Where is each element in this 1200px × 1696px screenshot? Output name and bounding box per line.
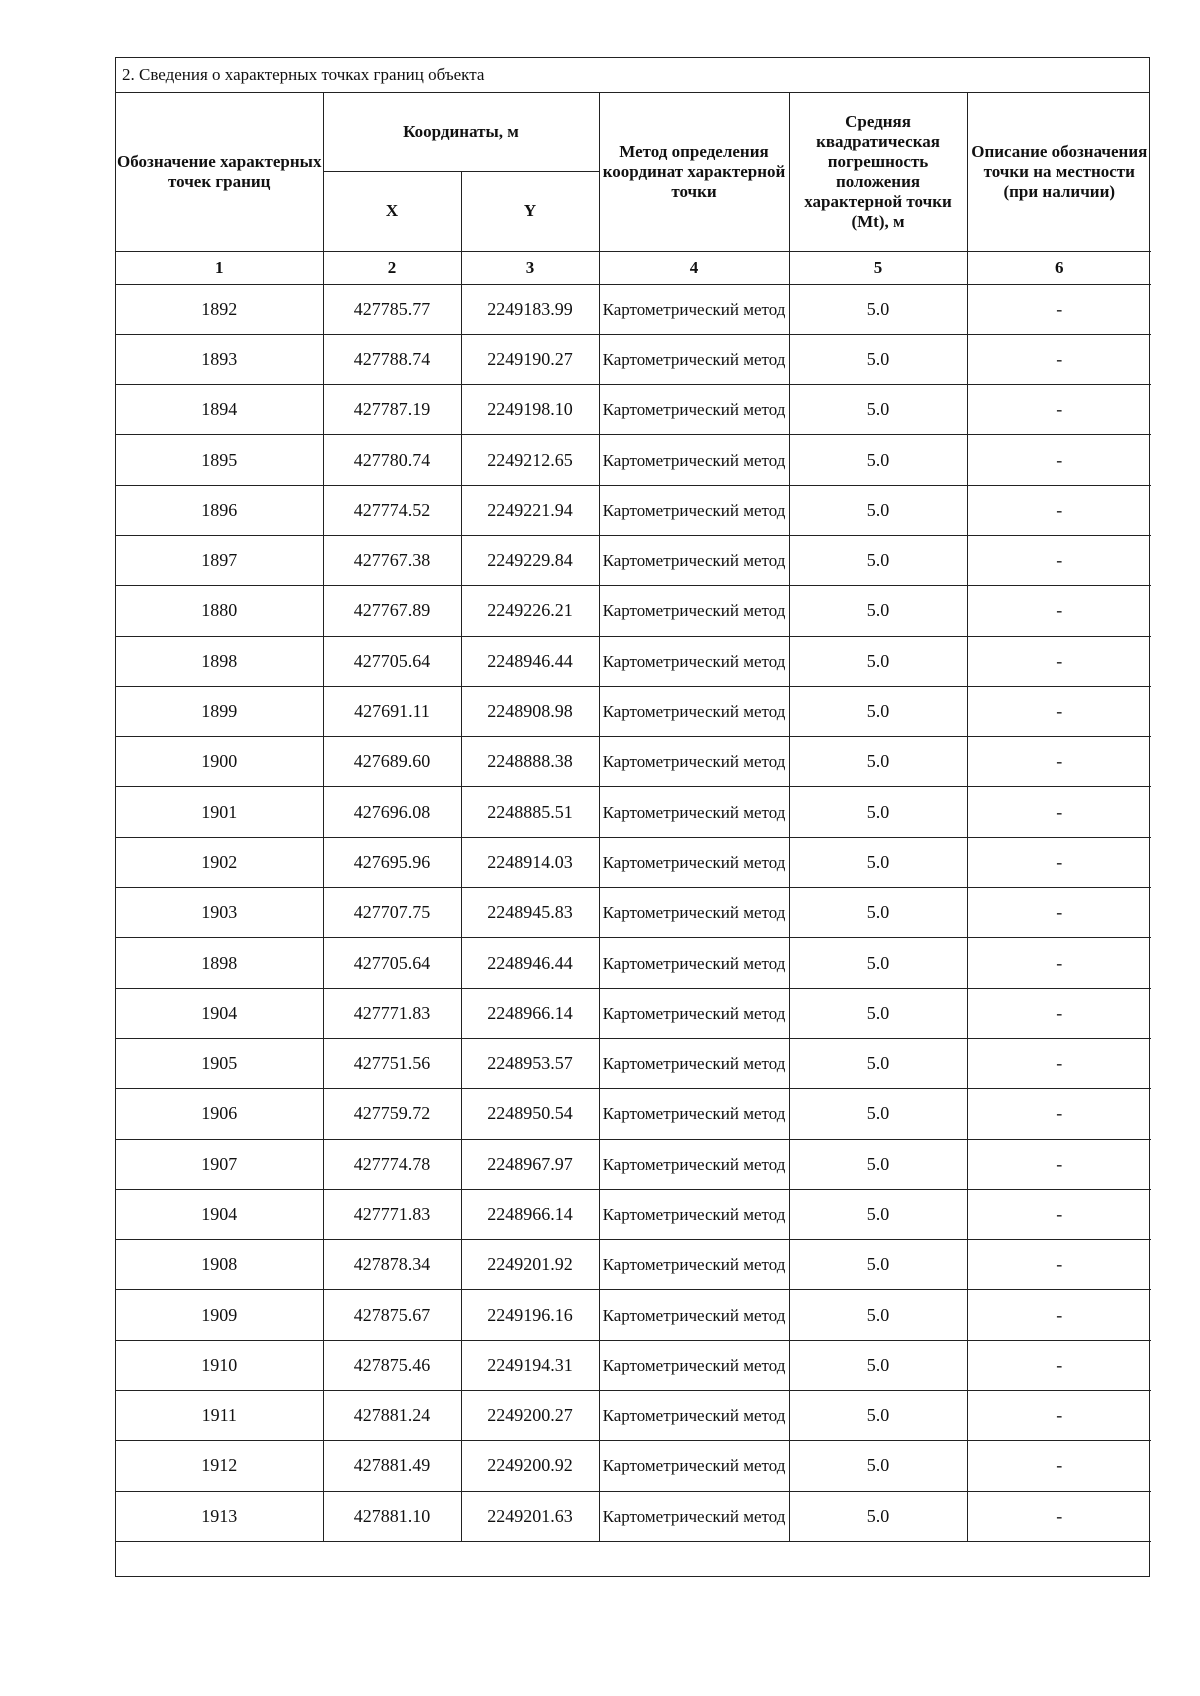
header-designation: Обозначение характерных точек границ: [116, 93, 323, 251]
method-cell: Картометрический метод: [599, 435, 789, 485]
point-cell: 1896: [116, 485, 323, 535]
column-number: 3: [461, 251, 599, 284]
method-cell: Картометрический метод: [599, 888, 789, 938]
point-cell: 1895: [116, 435, 323, 485]
x-coordinate-cell: 427695.96: [323, 837, 461, 887]
y-coordinate-cell: 2249196.16: [461, 1290, 599, 1340]
point-cell: 1898: [116, 938, 323, 988]
x-coordinate-cell: 427696.08: [323, 787, 461, 837]
description-cell: -: [967, 435, 1151, 485]
error-cell: 5.0: [789, 284, 967, 334]
empty-footer-row: [116, 1541, 1151, 1576]
method-cell: Картометрический метод: [599, 1340, 789, 1390]
column-number-row: [116, 251, 1151, 284]
description-cell: -: [967, 1240, 1151, 1290]
description-cell: -: [967, 1391, 1151, 1441]
table-row: [116, 1089, 1151, 1139]
table-row: [116, 837, 1151, 887]
y-coordinate-cell: 2249198.10: [461, 385, 599, 435]
header-error: Средняя квадратическая погрешность положения характерной точки (Mt), м: [789, 93, 967, 251]
point-cell: 1893: [116, 334, 323, 384]
column-number: 2: [323, 251, 461, 284]
table-row: [116, 1290, 1151, 1340]
description-cell: -: [967, 1441, 1151, 1491]
description-cell: -: [967, 1139, 1151, 1189]
error-cell: 5.0: [789, 888, 967, 938]
point-cell: 1908: [116, 1240, 323, 1290]
column-number: 6: [967, 251, 1151, 284]
x-coordinate-cell: 427780.74: [323, 435, 461, 485]
x-coordinate-cell: 427751.56: [323, 1038, 461, 1088]
point-cell: 1894: [116, 385, 323, 435]
description-cell: -: [967, 988, 1151, 1038]
x-coordinate-cell: 427767.89: [323, 586, 461, 636]
method-cell: Картометрический метод: [599, 586, 789, 636]
x-coordinate-cell: 427881.10: [323, 1491, 461, 1541]
header-method: Метод определения координат характерной точки: [599, 93, 789, 251]
y-coordinate-cell: 2249221.94: [461, 485, 599, 535]
method-cell: Картометрический метод: [599, 938, 789, 988]
y-coordinate-cell: 2249194.31: [461, 1340, 599, 1390]
description-cell: -: [967, 485, 1151, 535]
table-row: [116, 1391, 1151, 1441]
description-cell: -: [967, 888, 1151, 938]
header-y: Y: [461, 171, 599, 251]
method-cell: Картометрический метод: [599, 1391, 789, 1441]
table-row: [116, 1340, 1151, 1390]
method-cell: Картометрический метод: [599, 1089, 789, 1139]
table-row: [116, 938, 1151, 988]
x-coordinate-cell: 427875.67: [323, 1290, 461, 1340]
y-coordinate-cell: 2248946.44: [461, 938, 599, 988]
column-number: 4: [599, 251, 789, 284]
description-cell: -: [967, 586, 1151, 636]
point-cell: 1909: [116, 1290, 323, 1340]
error-cell: 5.0: [789, 1240, 967, 1290]
description-cell: -: [967, 334, 1151, 384]
y-coordinate-cell: 2249200.27: [461, 1391, 599, 1441]
y-coordinate-cell: 2248888.38: [461, 737, 599, 787]
error-cell: 5.0: [789, 1038, 967, 1088]
x-coordinate-cell: 427759.72: [323, 1089, 461, 1139]
x-coordinate-cell: 427771.83: [323, 988, 461, 1038]
error-cell: 5.0: [789, 1139, 967, 1189]
description-cell: -: [967, 737, 1151, 787]
point-cell: 1898: [116, 636, 323, 686]
point-cell: 1900: [116, 737, 323, 787]
header-coordinates: Координаты, м: [323, 93, 599, 171]
table-row: [116, 1038, 1151, 1088]
table-row: [116, 1189, 1151, 1239]
x-coordinate-cell: 427767.38: [323, 535, 461, 585]
table-row: [116, 385, 1151, 435]
x-coordinate-cell: 427774.52: [323, 485, 461, 535]
method-cell: Картометрический метод: [599, 837, 789, 887]
method-cell: Картометрический метод: [599, 988, 789, 1038]
column-number: 1: [116, 251, 323, 284]
x-coordinate-cell: 427771.83: [323, 1189, 461, 1239]
error-cell: 5.0: [789, 1441, 967, 1491]
table-row: [116, 334, 1151, 384]
y-coordinate-cell: 2249201.63: [461, 1491, 599, 1541]
header-description: Описание обозначения точки на местности (при наличии): [967, 93, 1151, 251]
x-coordinate-cell: 427689.60: [323, 737, 461, 787]
table-row: [116, 1441, 1151, 1491]
empty-footer-cell: [116, 1541, 1151, 1576]
method-cell: Картометрический метод: [599, 485, 789, 535]
table-row: [116, 284, 1151, 334]
error-cell: 5.0: [789, 334, 967, 384]
y-coordinate-cell: 2248945.83: [461, 888, 599, 938]
method-cell: Картометрический метод: [599, 1189, 789, 1239]
point-cell: 1906: [116, 1089, 323, 1139]
error-cell: 5.0: [789, 686, 967, 736]
method-cell: Картометрический метод: [599, 737, 789, 787]
description-cell: -: [967, 1038, 1151, 1088]
y-coordinate-cell: 2248914.03: [461, 837, 599, 887]
method-cell: Картометрический метод: [599, 1491, 789, 1541]
description-cell: -: [967, 284, 1151, 334]
y-coordinate-cell: 2248953.57: [461, 1038, 599, 1088]
y-coordinate-cell: 2248946.44: [461, 636, 599, 686]
point-cell: 1902: [116, 837, 323, 887]
description-cell: -: [967, 636, 1151, 686]
table-row: [116, 586, 1151, 636]
error-cell: 5.0: [789, 535, 967, 585]
point-cell: 1901: [116, 787, 323, 837]
y-coordinate-cell: 2249201.92: [461, 1240, 599, 1290]
error-cell: 5.0: [789, 1189, 967, 1239]
error-cell: 5.0: [789, 1089, 967, 1139]
table-row: [116, 1491, 1151, 1541]
table-row: [116, 636, 1151, 686]
method-cell: Картометрический метод: [599, 686, 789, 736]
point-cell: 1880: [116, 586, 323, 636]
point-cell: 1911: [116, 1391, 323, 1441]
x-coordinate-cell: 427878.34: [323, 1240, 461, 1290]
boundary-points-section: [115, 57, 1150, 1577]
method-cell: Картометрический метод: [599, 385, 789, 435]
error-cell: 5.0: [789, 938, 967, 988]
table-body: [116, 284, 1151, 1541]
method-cell: Картометрический метод: [599, 1441, 789, 1491]
method-cell: Картометрический метод: [599, 535, 789, 585]
table-row: [116, 686, 1151, 736]
error-cell: 5.0: [789, 385, 967, 435]
description-cell: -: [967, 787, 1151, 837]
error-cell: 5.0: [789, 1290, 967, 1340]
x-coordinate-cell: 427788.74: [323, 334, 461, 384]
y-coordinate-cell: 2249200.92: [461, 1441, 599, 1491]
boundary-points-table: [116, 93, 1151, 1576]
point-cell: 1905: [116, 1038, 323, 1088]
point-cell: 1892: [116, 284, 323, 334]
error-cell: 5.0: [789, 485, 967, 535]
description-cell: -: [967, 837, 1151, 887]
x-coordinate-cell: 427705.64: [323, 636, 461, 686]
point-cell: 1897: [116, 535, 323, 585]
error-cell: 5.0: [789, 737, 967, 787]
y-coordinate-cell: 2248967.97: [461, 1139, 599, 1189]
y-coordinate-cell: 2248966.14: [461, 1189, 599, 1239]
table-row: [116, 988, 1151, 1038]
point-cell: 1907: [116, 1139, 323, 1189]
method-cell: Картометрический метод: [599, 1038, 789, 1088]
header-x: X: [323, 171, 461, 251]
error-cell: 5.0: [789, 1391, 967, 1441]
point-cell: 1904: [116, 1189, 323, 1239]
point-cell: 1903: [116, 888, 323, 938]
error-cell: 5.0: [789, 837, 967, 887]
table-row: [116, 435, 1151, 485]
y-coordinate-cell: 2248966.14: [461, 988, 599, 1038]
table-row: [116, 1139, 1151, 1189]
description-cell: -: [967, 686, 1151, 736]
x-coordinate-cell: 427774.78: [323, 1139, 461, 1189]
table-row: [116, 787, 1151, 837]
error-cell: 5.0: [789, 1491, 967, 1541]
x-coordinate-cell: 427785.77: [323, 284, 461, 334]
point-cell: 1913: [116, 1491, 323, 1541]
description-cell: -: [967, 1189, 1151, 1239]
x-coordinate-cell: 427787.19: [323, 385, 461, 435]
table-row: [116, 737, 1151, 787]
x-coordinate-cell: 427705.64: [323, 938, 461, 988]
method-cell: Картометрический метод: [599, 1290, 789, 1340]
point-cell: 1904: [116, 988, 323, 1038]
y-coordinate-cell: 2248885.51: [461, 787, 599, 837]
y-coordinate-cell: 2249226.21: [461, 586, 599, 636]
error-cell: 5.0: [789, 787, 967, 837]
y-coordinate-cell: 2249212.65: [461, 435, 599, 485]
y-coordinate-cell: 2249183.99: [461, 284, 599, 334]
section-title: 2. Сведения о характерных точках границ объекта: [116, 58, 1149, 93]
x-coordinate-cell: 427881.49: [323, 1441, 461, 1491]
error-cell: 5.0: [789, 586, 967, 636]
x-coordinate-cell: 427707.75: [323, 888, 461, 938]
description-cell: -: [967, 1491, 1151, 1541]
method-cell: Картометрический метод: [599, 284, 789, 334]
description-cell: -: [967, 1340, 1151, 1390]
description-cell: -: [967, 1290, 1151, 1340]
method-cell: Картометрический метод: [599, 787, 789, 837]
x-coordinate-cell: 427881.24: [323, 1391, 461, 1441]
method-cell: Картометрический метод: [599, 1240, 789, 1290]
table-row: [116, 1240, 1151, 1290]
column-number: 5: [789, 251, 967, 284]
error-cell: 5.0: [789, 636, 967, 686]
y-coordinate-cell: 2248950.54: [461, 1089, 599, 1139]
x-coordinate-cell: 427875.46: [323, 1340, 461, 1390]
description-cell: -: [967, 535, 1151, 585]
error-cell: 5.0: [789, 1340, 967, 1390]
method-cell: Картометрический метод: [599, 1139, 789, 1189]
table-row: [116, 485, 1151, 535]
point-cell: 1910: [116, 1340, 323, 1390]
description-cell: -: [967, 1089, 1151, 1139]
y-coordinate-cell: 2249229.84: [461, 535, 599, 585]
description-cell: -: [967, 938, 1151, 988]
y-coordinate-cell: 2248908.98: [461, 686, 599, 736]
point-cell: 1912: [116, 1441, 323, 1491]
x-coordinate-cell: 427691.11: [323, 686, 461, 736]
table-row: [116, 888, 1151, 938]
y-coordinate-cell: 2249190.27: [461, 334, 599, 384]
table-row: [116, 535, 1151, 585]
error-cell: 5.0: [789, 988, 967, 1038]
point-cell: 1899: [116, 686, 323, 736]
description-cell: -: [967, 385, 1151, 435]
method-cell: Картометрический метод: [599, 636, 789, 686]
method-cell: Картометрический метод: [599, 334, 789, 384]
error-cell: 5.0: [789, 435, 967, 485]
